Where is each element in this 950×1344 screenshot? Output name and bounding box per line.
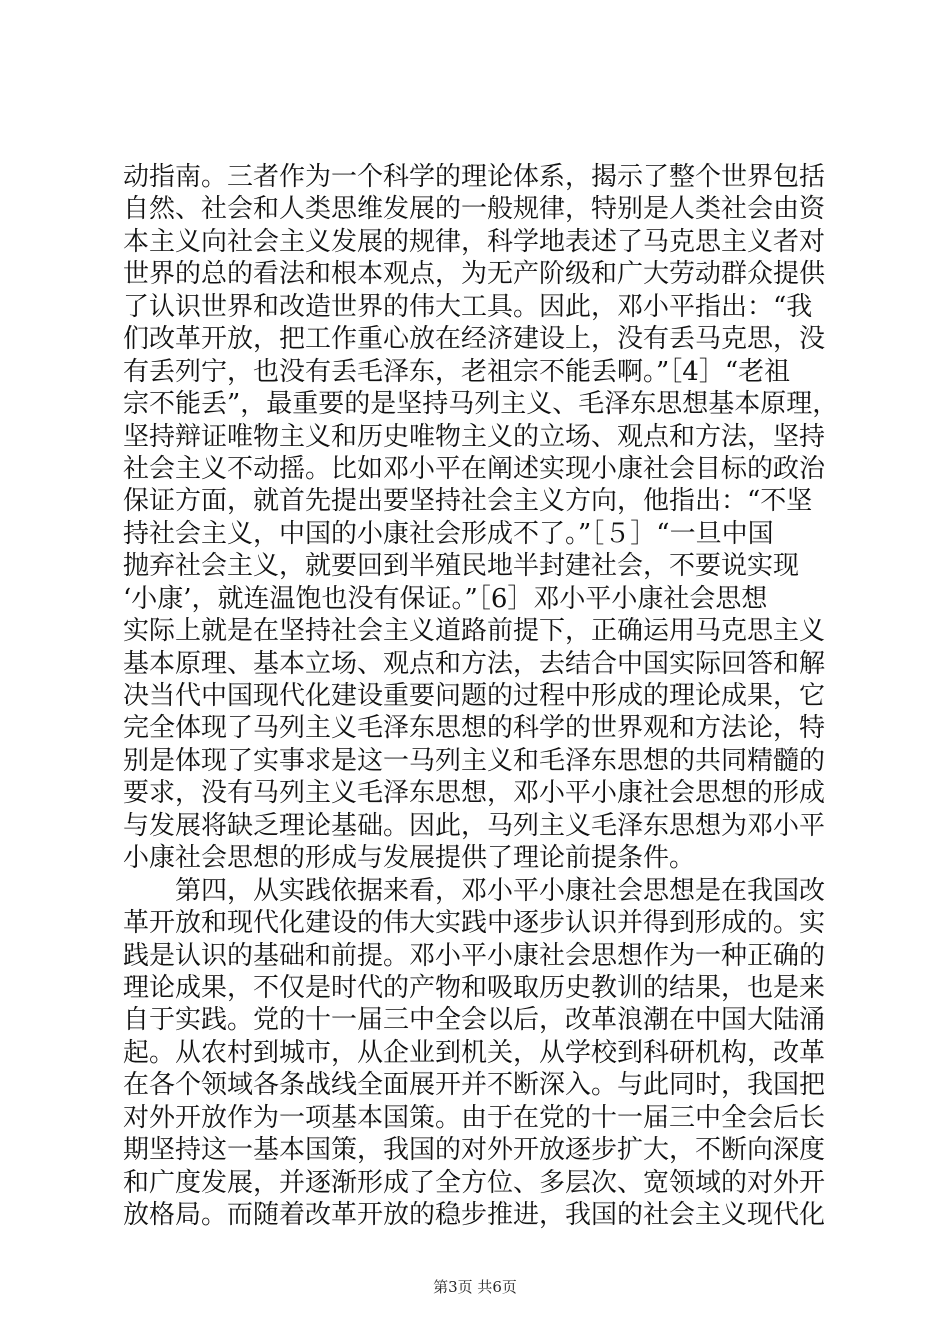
text-line: 宗不能丢”，最重要的是坚持马列主义、毛泽东思想基本原理， [123,389,839,420]
text-line: 动指南。三者作为一个科学的理论体系，揭示了整个世界包括 [123,162,826,192]
text-line: 期坚持这一基本国策，我国的对外开放逐步扩大，不断向深度 [123,1135,826,1166]
text-line: 实际上就是在坚持社会主义道路前提下，正确运用马克思主义 [123,616,826,647]
text-line: 坚持辩证唯物主义和历史唯物主义的立场、观点和方法，坚持 [123,421,826,452]
text-line: 了认识世界和改造世界的伟大工具。因此，邓小平指出：“我 [123,291,813,322]
text-line: 小康社会思想的形成与发展提供了理论前提条件。 [123,843,696,874]
text-line: 决当代中国现代化建设重要问题的过程中形成的理论成果，它 [123,681,826,711]
text-line: 们改革开放，把工作重心放在经济建设上，没有丢马克思，没 [123,324,826,355]
text-line: 和广度发展，并逐渐形成了全方位、多层次、宽领域的对外开 [123,1167,826,1198]
text-line: 完全体现了马列主义毛泽东思想的科学的世界观和方法论，特 [123,713,826,744]
text-line: 世界的总的看法和根本观点，为无产阶级和广大劳动群众提供 [123,259,826,290]
text-line: 有丢列宁，也没有丢毛泽东，老祖宗不能丢啊。”［4］“老祖 [123,356,791,387]
text-line: 别是体现了实事求是这一马列主义和毛泽东思想的共同精髓的 [123,745,826,776]
text-line: 要求，没有马列主义毛泽东思想，邓小平小康社会思想的形成 [123,778,826,809]
text-line: 在各个领域各条战线全面展开并不断深入。与此同时，我国把 [123,1070,826,1101]
text-line: 自于实践。党的十一届三中全会以后，改革浪潮在中国大陆涌 [123,1005,826,1036]
text-line: 社会主义不动摇。比如邓小平在阐述实现小康社会目标的政治 [123,453,826,484]
text-line: 自然、社会和人类思维发展的一般规律，特别是人类社会由资 [123,194,826,225]
page-footer: 第3页 共6页 [433,1278,517,1296]
text-line: 放格局。而随着改革开放的稳步推进，我国的社会主义现代化 [123,1200,826,1230]
text-line: 起。从农村到城市，从企业到机关，从学校到科研机构，改革 [123,1037,826,1068]
text-line: 第四，从实践依据来看，邓小平小康社会思想是在我国改 [123,875,826,906]
text-line: ‘小康’，就连温饱也没有保证。”［6］邓小平小康社会思想 [123,583,768,614]
text-line: 保证方面，就首先提出要坚持社会主义方向，他指出：“不坚 [123,486,813,517]
text-line: 与发展将缺乏理论基础。因此，马列主义毛泽东思想为邓小平 [123,810,826,841]
body-text [123,161,843,1231]
text-line: 理论成果，不仅是时代的产物和吸取历史教训的结果，也是来 [123,972,826,1003]
text-line: 持社会主义，中国的小康社会形成不了。”［５］“一旦中国 [123,518,774,549]
text-line: 践是认识的基础和前提。邓小平小康社会思想作为一种正确的 [123,940,826,971]
text-line: 对外开放作为一项基本国策。由于在党的十一届三中全会后长 [123,1102,826,1133]
text-line: 抛弃社会主义，就要回到半殖民地半封建社会，不要说实现 [123,551,800,582]
text-line: 本主义向社会主义发展的规律，科学地表述了马克思主义者对 [123,226,826,257]
text-line: 革开放和现代化建设的伟大实践中逐步认识并得到形成的。实 [123,908,826,939]
text-line: 基本原理、基本立场、观点和方法，去结合中国实际回答和解 [123,648,826,679]
